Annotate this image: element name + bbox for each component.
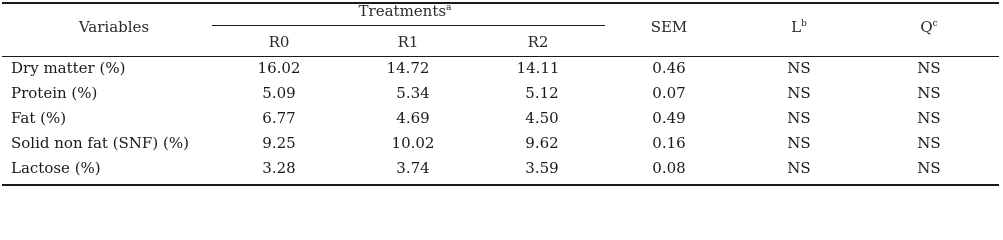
- cell-q: NS: [917, 59, 941, 77]
- cell-r1: 14.72: [386, 59, 430, 77]
- header-r1: R1: [397, 33, 419, 51]
- header-bottom-rule: [2, 56, 999, 57]
- cell-r0: 9.25: [262, 134, 296, 152]
- header-treatments: Treatments$^a$: [358, 2, 452, 20]
- header-q: $Q^c$: [920, 18, 938, 36]
- cell-q: NS: [917, 109, 941, 127]
- cell-r0: 5.09: [262, 84, 296, 102]
- treatments-underline: [212, 25, 605, 26]
- cell-q: NS: [917, 84, 941, 102]
- cell-r1: 4.69: [396, 109, 430, 127]
- cell-sem: 0.49: [652, 109, 686, 127]
- header-l: $L^b$: [791, 18, 807, 36]
- cell-r1: 10.02: [391, 134, 435, 152]
- cell-l: NS: [787, 159, 811, 177]
- cell-sem: 0.08: [652, 159, 686, 177]
- cell-q: NS: [917, 159, 941, 177]
- header-r2: R2: [527, 33, 549, 51]
- cell-r0: 16.02: [257, 59, 301, 77]
- table-top-rule: [2, 2, 999, 4]
- cell-r2: 5.12: [525, 84, 559, 102]
- cell-r1: 3.74: [396, 159, 430, 177]
- cell-l: NS: [787, 134, 811, 152]
- header-sem: SEM: [650, 18, 688, 36]
- cell-r0: 3.28: [262, 159, 296, 177]
- table-bottom-rule: [2, 184, 999, 186]
- cell-r1: 5.34: [396, 84, 430, 102]
- cell-r2: 3.59: [525, 159, 559, 177]
- cell-sem: 0.07: [652, 84, 686, 102]
- header-r0: R0: [268, 33, 290, 51]
- row-label: Protein (%): [11, 84, 98, 102]
- cell-r2: 4.50: [525, 109, 559, 127]
- header-variables: Variables: [78, 18, 150, 36]
- row-label: Fat (%): [11, 109, 67, 127]
- cell-q: NS: [917, 134, 941, 152]
- row-label: Dry matter (%): [11, 59, 126, 77]
- row-label: Lactose (%): [11, 159, 101, 177]
- cell-l: NS: [787, 84, 811, 102]
- cell-l: NS: [787, 109, 811, 127]
- cell-r0: 6.77: [262, 109, 296, 127]
- cell-sem: 0.46: [652, 59, 686, 77]
- cell-r2: 9.62: [525, 134, 559, 152]
- cell-l: NS: [787, 59, 811, 77]
- row-label: Solid non fat (SNF) (%): [11, 134, 189, 152]
- cell-sem: 0.16: [652, 134, 686, 152]
- cell-r2: 14.11: [516, 59, 560, 77]
